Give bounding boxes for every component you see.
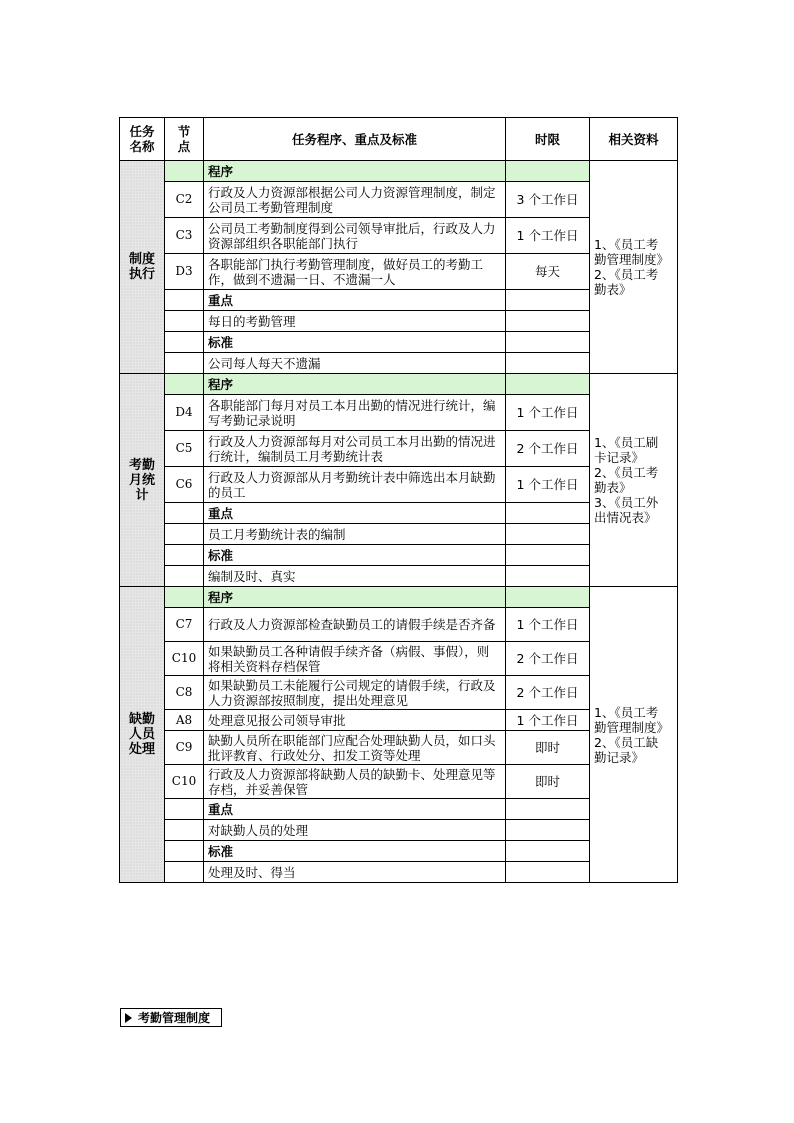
step-node: C10 (165, 642, 204, 676)
empty-node-cell (165, 311, 204, 332)
step-duration: 每天 (506, 254, 590, 290)
step-text: 各职能部门每月对员工本月出勤的情况进行统计，编写考勤记录说明 (204, 395, 506, 431)
header-node (165, 118, 204, 161)
empty-duration-cell (506, 311, 590, 332)
empty-duration-cell (506, 566, 590, 587)
task-name-cell (120, 161, 165, 374)
task-name: 考勤 月统 计 (128, 457, 155, 503)
step-text: 缺勤人员所在职能部门应配合处理缺勤人员，如口头批评教育、行政处分、扣发工资等处理 (204, 731, 506, 765)
step-duration: 即时 (506, 731, 590, 765)
empty-duration-cell (506, 841, 590, 862)
standard-text: 公司每人每天不遗漏 (204, 353, 506, 374)
table-header-row (120, 118, 678, 161)
key-text: 对缺勤人员的处理 (204, 820, 506, 841)
empty-duration-cell (506, 503, 590, 524)
reference-line: 勤记录》 (594, 749, 645, 765)
reference-line: 勤表》 (594, 480, 632, 495)
step-text: 行政及人力资源部根据公司人力资源管理制度，制定公司员工考勤管理制度 (204, 182, 506, 218)
section-absence-handling (120, 587, 678, 883)
empty-node-cell (165, 545, 204, 566)
step-duration: 2 个工作日 (506, 431, 590, 467)
references-cell (590, 161, 678, 374)
step-node: C6 (165, 467, 204, 503)
standard-label: 标准 (204, 332, 506, 353)
step-text: 如果缺勤员工各种请假手续齐备（病假、事假），则将相关资料存档保管 (204, 642, 506, 676)
program-label: 程序 (204, 587, 506, 608)
task-name: 缺勤 人员 处理 (128, 712, 155, 757)
key-text: 员工月考勤统计表的编制 (204, 524, 506, 545)
step-duration: 1 个工作日 (506, 710, 590, 731)
standard-text: 处理及时、得当 (204, 862, 506, 883)
step-text: 各职能部门执行考勤管理制度，做好员工的考勤工作，做到不遗漏一日、不遗漏一人 (204, 254, 506, 290)
empty-duration-cell (506, 799, 590, 820)
reference-line: 2、《员工考 (594, 267, 659, 282)
step-text: 行政及人力资源部从月考勤统计表中筛选出本月缺勤的员工 (204, 467, 506, 503)
step-node: C10 (165, 765, 204, 799)
empty-node-cell (165, 862, 204, 883)
step-node: C2 (165, 182, 204, 218)
header-procedure: 任务程序、重点及标准 (204, 118, 506, 161)
empty-node-cell (165, 566, 204, 587)
empty-duration-cell (506, 290, 590, 311)
step-duration: 1 个工作日 (506, 608, 590, 642)
step-duration: 3 个工作日 (506, 182, 590, 218)
empty-duration-cell (506, 332, 590, 353)
program-label: 程序 (204, 161, 506, 182)
program-node-cell (165, 161, 204, 182)
step-text: 行政及人力资源部检查缺勤员工的请假手续是否齐备 (204, 608, 506, 642)
header-task-name-text: 任务 名称 (129, 124, 155, 154)
program-row (120, 587, 678, 608)
reference-line: 3、《员工外 (594, 495, 659, 510)
step-text: 行政及人力资源部将缺勤人员的缺勤卡、处理意见等存档，并妥善保管 (204, 765, 506, 799)
step-duration: 2 个工作日 (506, 642, 590, 676)
procedure-table (119, 117, 678, 883)
step-node: C3 (165, 218, 204, 254)
empty-node-cell (165, 353, 204, 374)
references-cell (590, 587, 678, 883)
step-node: C5 (165, 431, 204, 467)
header-duration: 时限 (506, 118, 590, 161)
step-duration: 1 个工作日 (506, 467, 590, 503)
step-node: A8 (165, 710, 204, 731)
program-duration-cell (506, 161, 590, 182)
step-duration: 即时 (506, 765, 590, 799)
key-label: 重点 (204, 799, 506, 820)
reference-line: 2、《员工缺 (594, 734, 659, 750)
reference-line: 勤管理制度》 (594, 252, 670, 267)
step-text: 处理意见报公司领导审批 (204, 710, 506, 731)
reference-line: 1、《员工刷 (594, 435, 659, 450)
step-node: D4 (165, 395, 204, 431)
standard-label: 标准 (204, 545, 506, 566)
reference-line: 1、《员工考 (594, 237, 659, 252)
empty-node-cell (165, 799, 204, 820)
task-name-cell (120, 587, 165, 883)
program-row (120, 374, 678, 395)
section-heading-text: 考勤管理制度 (138, 1011, 211, 1025)
program-duration-cell (506, 587, 590, 608)
step-duration: 2 个工作日 (506, 676, 590, 710)
header-task-name (120, 118, 165, 161)
reference-line: 出情况表》 (594, 510, 657, 525)
reference-line: 勤表》 (594, 282, 632, 297)
header-references: 相关资料 (590, 118, 678, 161)
step-text: 行政及人力资源部每月对公司员工本月出勤的情况进行统计，编制员工月考勤统计表 (204, 431, 506, 467)
references-cell (590, 374, 678, 587)
standard-text: 编制及时、真实 (204, 566, 506, 587)
arrow-right-icon (125, 1013, 132, 1023)
empty-node-cell (165, 524, 204, 545)
empty-node-cell (165, 290, 204, 311)
empty-node-cell (165, 841, 204, 862)
empty-duration-cell (506, 524, 590, 545)
section-heading-attendance-system (120, 1008, 222, 1027)
program-label: 程序 (204, 374, 506, 395)
empty-duration-cell (506, 353, 590, 374)
key-label: 重点 (204, 290, 506, 311)
section-system-execution (120, 161, 678, 374)
section-monthly-statistics (120, 374, 678, 587)
reference-line: 卡记录》 (594, 450, 645, 465)
key-label: 重点 (204, 503, 506, 524)
step-node: D3 (165, 254, 204, 290)
reference-line: 2、《员工考 (594, 465, 659, 480)
step-text: 公司员工考勤制度得到公司领导审批后，行政及人力资源部组织各职能部门执行 (204, 218, 506, 254)
task-name: 制度 执行 (128, 252, 155, 282)
program-node-cell (165, 374, 204, 395)
empty-node-cell (165, 820, 204, 841)
step-node: C8 (165, 676, 204, 710)
step-text: 如果缺勤员工未能履行公司规定的请假手续，行政及人力资源部按照制度，提出处理意见 (204, 676, 506, 710)
empty-node-cell (165, 503, 204, 524)
key-text: 每日的考勤管理 (204, 311, 506, 332)
reference-line: 1、《员工考 (594, 704, 659, 720)
empty-node-cell (165, 332, 204, 353)
task-name-cell (120, 374, 165, 587)
empty-duration-cell (506, 862, 590, 883)
step-node: C9 (165, 731, 204, 765)
reference-line: 勤管理制度》 (594, 719, 670, 735)
step-duration: 1 个工作日 (506, 395, 590, 431)
header-node-text: 节 点 (177, 124, 191, 154)
step-duration: 1 个工作日 (506, 218, 590, 254)
program-node-cell (165, 587, 204, 608)
empty-duration-cell (506, 545, 590, 566)
step-node: C7 (165, 608, 204, 642)
program-duration-cell (506, 374, 590, 395)
empty-duration-cell (506, 820, 590, 841)
program-row (120, 161, 678, 182)
standard-label: 标准 (204, 841, 506, 862)
